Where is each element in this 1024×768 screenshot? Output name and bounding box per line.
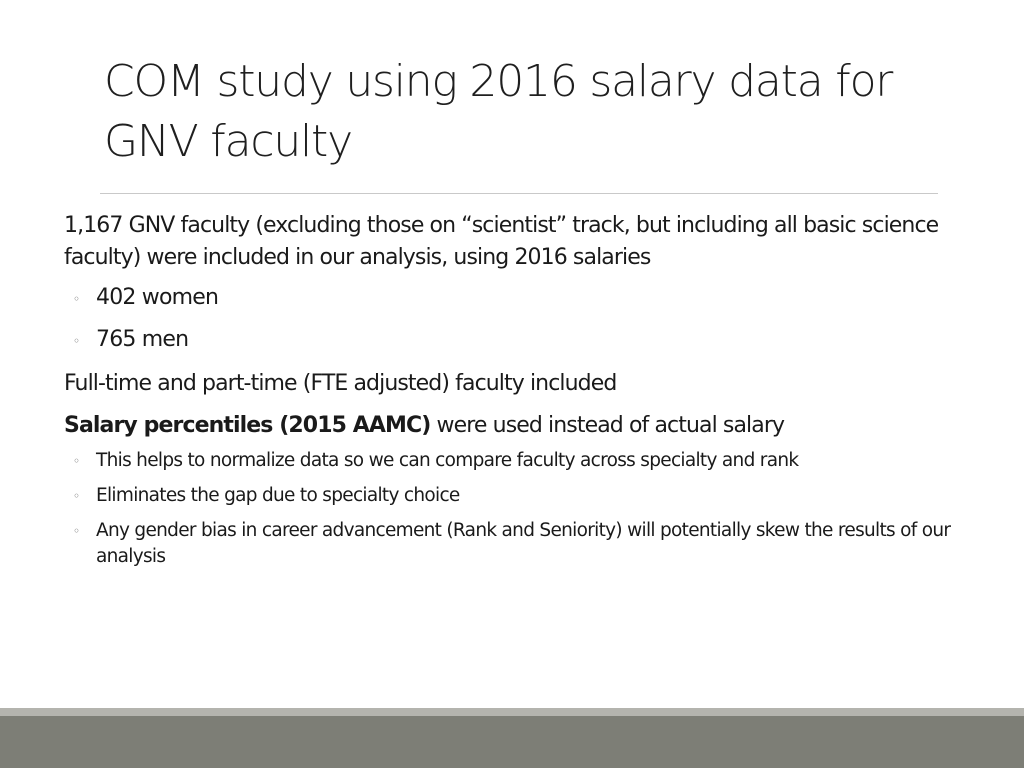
slide-title: COM study using 2016 salary data for GNV faculty bbox=[104, 56, 893, 167]
list-item bbox=[64, 322, 994, 358]
slide-body bbox=[64, 210, 994, 579]
list-item-text: Eliminates the gap due to specialty choice bbox=[96, 485, 460, 506]
bullet-salary-percentiles bbox=[64, 410, 994, 442]
footer-band-light bbox=[0, 708, 1024, 716]
list-item-text: Any gender bias in career advancement (Rank and Seniority) will potentially skew the results of our analysis bbox=[96, 520, 951, 567]
list-item-text: 765 men bbox=[96, 327, 189, 352]
list-item-text: This helps to normalize data so we can compare faculty across specialty and rank bbox=[96, 450, 799, 471]
list-item bbox=[64, 483, 994, 509]
list-item bbox=[64, 280, 994, 316]
hollow-bullet-icon: ◦ bbox=[73, 454, 80, 468]
bullet-faculty-count: 1,167 GNV faculty (excluding those on “scientist” track, but including all basic science faculty) were included in our analysis, using 2016 salaries bbox=[64, 213, 939, 270]
bullet-fte: Full-time and part-time (FTE adjusted) faculty included bbox=[64, 371, 617, 396]
percentile-notes-list bbox=[64, 448, 994, 570]
faculty-breakdown-list bbox=[64, 280, 994, 358]
footer-band bbox=[0, 716, 1024, 768]
salary-percentiles-rest: were used instead of actual salary bbox=[430, 413, 785, 438]
hollow-bullet-icon: ◦ bbox=[73, 489, 80, 503]
list-item bbox=[64, 448, 994, 474]
list-item bbox=[64, 518, 994, 570]
hollow-bullet-icon: ◦ bbox=[73, 292, 80, 306]
title-divider bbox=[100, 193, 938, 194]
salary-percentiles-emphasis: Salary percentiles (2015 AAMC) bbox=[64, 413, 431, 438]
hollow-bullet-icon: ◦ bbox=[73, 334, 80, 348]
list-item-text: 402 women bbox=[96, 285, 219, 310]
hollow-bullet-icon: ◦ bbox=[73, 524, 80, 538]
